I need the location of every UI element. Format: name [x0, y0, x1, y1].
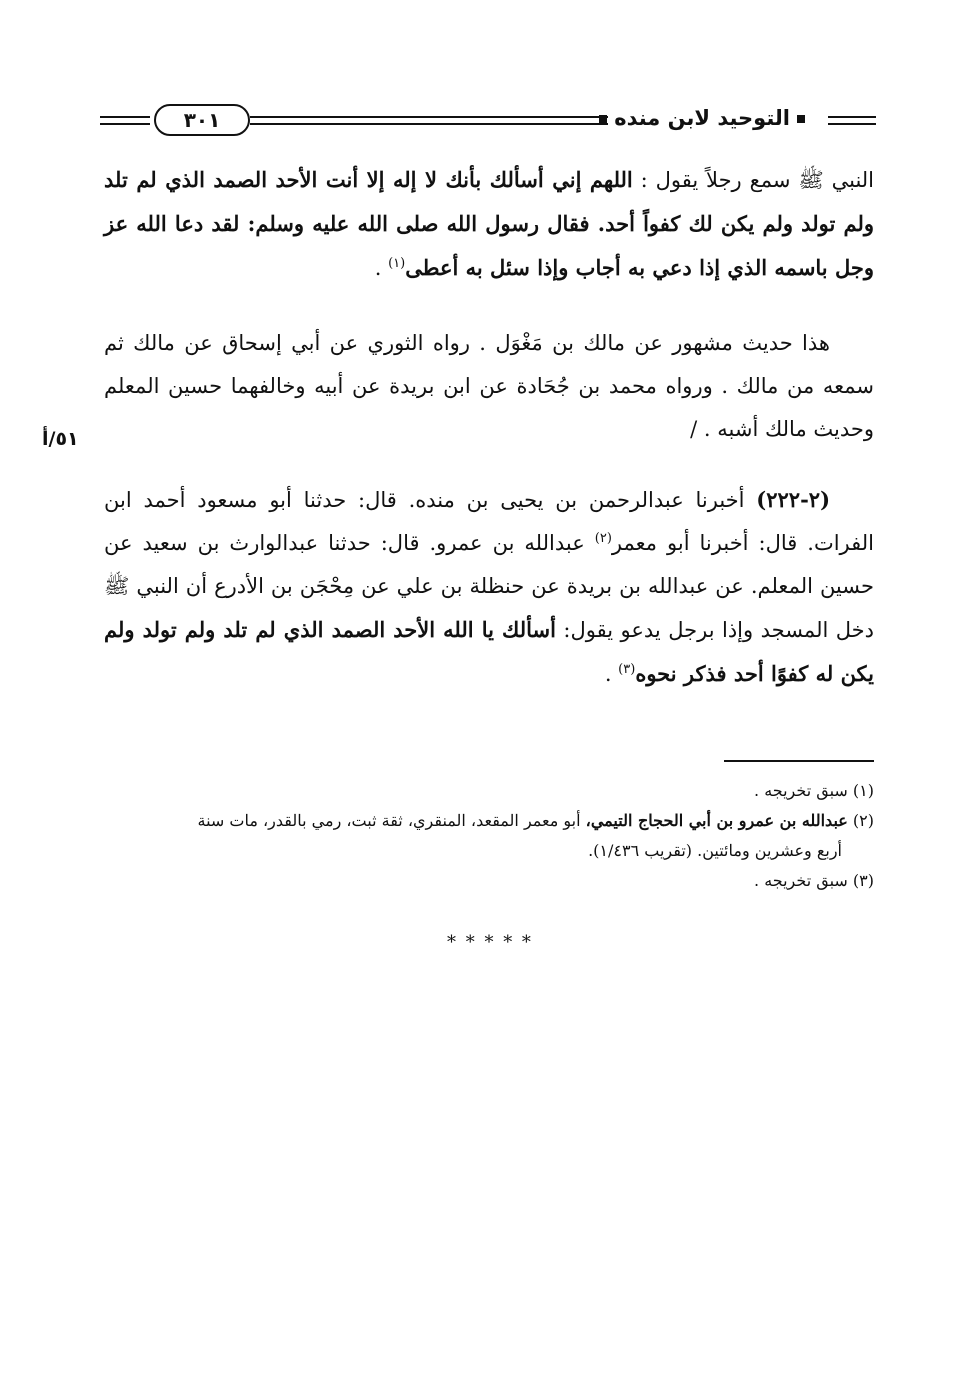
- paragraph-3: [104, 478, 874, 696]
- running-title: [592, 106, 812, 130]
- end-separator: * * * * *: [447, 932, 533, 953]
- text-span: .: [374, 256, 389, 280]
- paragraph-2: هذا حديث مشهور عن مالك بن مَغْوَل . رواه الثوري عن أبي إسحاق عن مالك ثم سمعه من مالك . ورواه محمد بن جُحَادة عن ابن بريدة عن أبيه وخالفهما حسين المعلم وحديث مالك أشبه . /: [104, 331, 874, 441]
- text-span: أبو معمر المقعد، المنقري، ثقة ثبت، رمي بالقدر، مات سنة: [197, 811, 586, 830]
- footnotes: [104, 776, 874, 896]
- square-ornament-icon: [797, 115, 805, 123]
- footnote-3: (٣) سبق تخريجه .: [754, 871, 874, 890]
- header-rule-left: [100, 116, 150, 125]
- text-span: عبدالله بن عمرو. قال: حدثنا عبدالوارث بن سعيد عن حسين المعلم. عن عبدالله بن بريدة عن حنظلة بن علي عن مِحْجَن بن الأدرع أن النبي ﷺ دخل المسجد وإذا برجل يدعو يقول:: [104, 531, 874, 642]
- page-number: ٣٠١: [154, 104, 250, 136]
- footnote-2: [104, 806, 874, 866]
- page-header: [100, 104, 876, 142]
- hadith-number: (٢-٢٢٢): [756, 487, 830, 512]
- text-span: .: [604, 662, 619, 686]
- running-title-text: التوحيد لابن منده: [614, 106, 790, 130]
- footnote-ref: (٣): [618, 662, 636, 677]
- footnote-continuation: أربع وعشرين ومائتين. (تقريب ١/٤٣٦).: [588, 841, 842, 860]
- footnote-ref: (٢): [594, 531, 612, 546]
- footnote-number: (٢): [847, 811, 874, 830]
- text-span: أخبرنا عبدالرحمن بن يحيى بن منده. قال: حدثنا أبو مسعود أحمد ابن الفرات. قال: أخبرنا أبو معمر: [104, 488, 874, 555]
- footnote-separator: [724, 760, 874, 762]
- bold-quote: اللهم إني أسألك بأنك لا إله إلا أنت الأحد الصمد الذي لم تلد ولم تولد ولم يكن لك كفواً أحد. فقال رسول الله صلى الله عليه وسلم: لقد دعا الله عز وجل باسمه الذي إذا دعي به أجاب وإذا سئل به أعطى: [104, 167, 874, 280]
- paragraph-1: [104, 158, 874, 290]
- narrator-name: عبدالله بن عمرو بن أبي الحجاج التيمي،: [585, 811, 848, 830]
- text-span: النبي ﷺ سمع رجلاً يقول :: [632, 168, 875, 192]
- header-rule-middle: [250, 116, 608, 125]
- bold-quote: أسألك يا الله الأحد الصمد الذي لم تلد ولم تولد ولم يكن له كفوًا أحد فذكر نحوه: [104, 617, 874, 686]
- manuscript-folio-note: ٥١/أ: [42, 428, 79, 450]
- header-rule-right: [828, 116, 876, 125]
- footnote-ref: (١): [388, 256, 406, 271]
- footnote-1: (١) سبق تخريجه .: [754, 781, 874, 800]
